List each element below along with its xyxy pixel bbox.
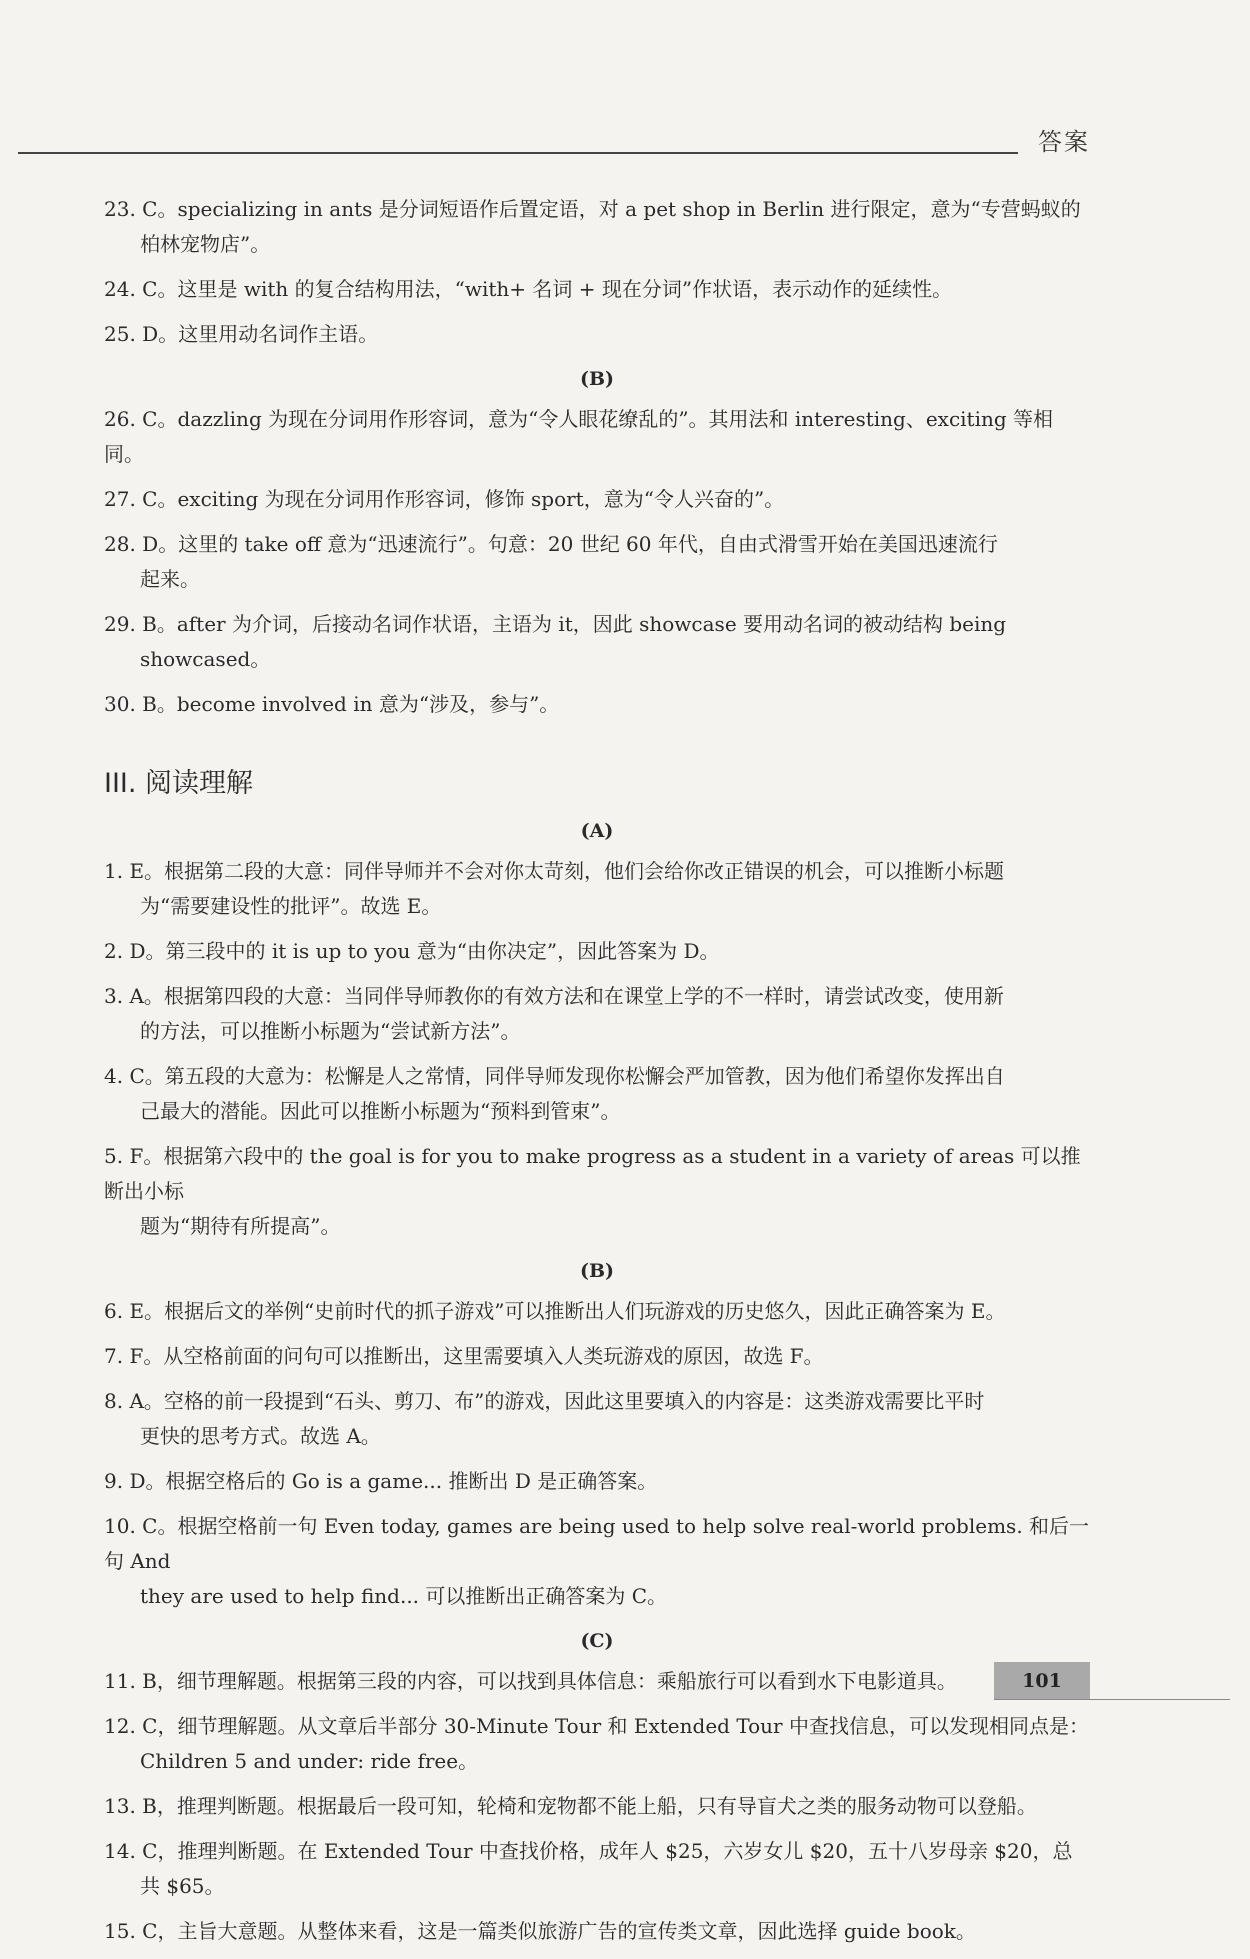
answer-line-continued: 的方法，可以推断小标题为“尝试新方法”。 [140, 1019, 521, 1043]
answer-line: 30. B。become involved in 意为“涉及，参与”。 [104, 692, 560, 716]
answer-item [104, 1464, 1090, 1499]
answer-line-continued: 柏林宠物店”。 [140, 232, 271, 256]
page-number: 101 [1022, 1670, 1062, 1692]
answer-line: 28. D。这里的 take off 意为“迅速流行”。句意：20 世纪 60 年代，自由式滑雪开始在美国迅速流行 [104, 532, 998, 556]
answer-line: 26. C。dazzling 为现在分词用作形容词，意为“令人眼花缭乱的”。其用法和 interesting、exciting 等相同。 [104, 407, 1054, 466]
answer-line-continued: 己最大的潜能。因此可以推断小标题为“预料到管束”。 [140, 1099, 621, 1123]
section-title-reading: III. 阅读理解 [104, 768, 254, 799]
answer-line: 29. B。after 为介词，后接动名词作状语，主语为 it，因此 showcase 要用动名词的被动结构 being [104, 612, 1007, 636]
answer-item [104, 192, 1090, 262]
answer-item [104, 1139, 1090, 1244]
reading-a-heading: (A) [580, 820, 614, 842]
answer-item [104, 1339, 1090, 1374]
answer-line: 25. D。这里用动名词作主语。 [104, 322, 379, 346]
answer-item [104, 1914, 1090, 1949]
answer-line-continued: 起来。 [140, 567, 200, 591]
answer-line: 27. C。exciting 为现在分词用作形容词，修饰 sport，意为“令人兴奋的”。 [104, 487, 785, 511]
answer-item [104, 934, 1090, 969]
answer-item [104, 1294, 1090, 1329]
answer-line-continued: they are used to help find... 可以推断出正确答案为 C。 [140, 1584, 668, 1608]
answer-item [104, 854, 1090, 924]
answer-item [104, 1384, 1090, 1454]
answer-line-continued: 为“需要建设性的批评”。故选 E。 [140, 894, 442, 918]
answer-item [104, 687, 1090, 722]
answer-line-continued: Children 5 and under: ride free。 [140, 1749, 479, 1773]
answer-item [104, 979, 1090, 1049]
answer-line: 9. D。根据空格后的 Go is a game... 推断出 D 是正确答案。 [104, 1469, 658, 1493]
answer-item [104, 1664, 1090, 1699]
answer-item [104, 1509, 1090, 1614]
answer-item [104, 607, 1090, 677]
answer-line-continued: showcased。 [140, 647, 271, 671]
answer-item [104, 1059, 1090, 1129]
answer-line-continued: 更快的思考方式。故选 A。 [140, 1424, 381, 1448]
header-rule [18, 152, 1018, 154]
answer-line: 10. C。根据空格前一句 Even today, games are being used to help solve real-world problems. 和后一句 And [104, 1514, 1090, 1573]
answer-item [104, 1789, 1090, 1824]
answer-item [104, 482, 1090, 517]
answer-line: 12. C，细节理解题。从文章后半部分 30-Minute Tour 和 Extended Tour 中查找信息，可以发现相同点是： [104, 1714, 1089, 1738]
answer-item [104, 527, 1090, 597]
answer-line: 2. D。第三段中的 it is up to you 意为“由你决定”，因此答案为 D。 [104, 939, 720, 963]
reading-b-heading: (B) [579, 1260, 615, 1282]
reading-a-items [104, 854, 1090, 1244]
answer-line-continued: 共 $65。 [140, 1874, 225, 1898]
reading-b-items [104, 1294, 1090, 1614]
answer-line: 8. A。空格的前一段提到“石头、剪刀、布”的游戏，因此这里要填入的内容是：这类游戏需要比平时 [104, 1389, 985, 1413]
answer-line: 7. F。从空格前面的问句可以推断出，这里需要填入人类玩游戏的原因，故选 F。 [104, 1344, 824, 1368]
grammar-b-items [104, 402, 1090, 722]
answer-line: 3. A。根据第四段的大意：当同伴导师教你的有效方法和在课堂上学的不一样时，请尝试改变，使用新 [104, 984, 1004, 1008]
grammar-items [104, 192, 1090, 352]
reading-c-items [104, 1664, 1090, 1949]
footer-rule [994, 1699, 1230, 1700]
answer-line: 13. B，推理判断题。根据最后一段可知，轮椅和宠物都不能上船，只有导盲犬之类的服务动物可以登船。 [104, 1794, 1037, 1818]
answer-line: 5. F。根据第六段中的 the goal is for you to make progress as a student in a variety of areas 可以推断出小标 [104, 1144, 1081, 1203]
answer-line: 6. E。根据后文的举例“史前时代的抓子游戏”可以推断出人们玩游戏的历史悠久，因此正确答案为 E。 [104, 1299, 1006, 1323]
answer-line: 4. C。第五段的大意为：松懈是人之常情，同伴导师发现你松懈会严加管教，因为他们希望你发挥出自 [104, 1064, 1005, 1088]
answer-line: 14. C，推理判断题。在 Extended Tour 中查找价格，成年人 $25，六岁女儿 $20，五十八岁母亲 $20，总 [104, 1839, 1073, 1863]
grammar-b-heading: (B) [579, 368, 615, 390]
answer-line: 11. B，细节理解题。根据第三段的内容，可以找到具体信息：乘船旅行可以看到水下电影道具。 [104, 1669, 957, 1693]
answer-item [104, 272, 1090, 307]
header-section-label: 答案 [1038, 128, 1090, 156]
answer-content [104, 192, 1090, 1959]
answer-item [104, 402, 1090, 472]
answer-item [104, 1834, 1090, 1904]
answer-line: 24. C。这里是 with 的复合结构用法，“with+ 名词 + 现在分词”作状语，表示动作的延续性。 [104, 277, 953, 301]
answer-line: 1. E。根据第二段的大意：同伴导师并不会对你太苛刻，他们会给你改正错误的机会，可以推断小标题 [104, 859, 1005, 883]
answer-line-continued: 题为“期待有所提高”。 [140, 1214, 341, 1238]
reading-c-heading: (C) [580, 1630, 614, 1652]
answer-line: 23. C。specializing in ants 是分词短语作后置定语，对 a pet shop in Berlin 进行限定，意为“专营蚂蚁的 [104, 197, 1081, 221]
answer-item [104, 317, 1090, 352]
answer-line: 15. C，主旨大意题。从整体来看，这是一篇类似旅游广告的宣传类文章，因此选择 guide book。 [104, 1919, 976, 1943]
answer-item [104, 1709, 1090, 1779]
